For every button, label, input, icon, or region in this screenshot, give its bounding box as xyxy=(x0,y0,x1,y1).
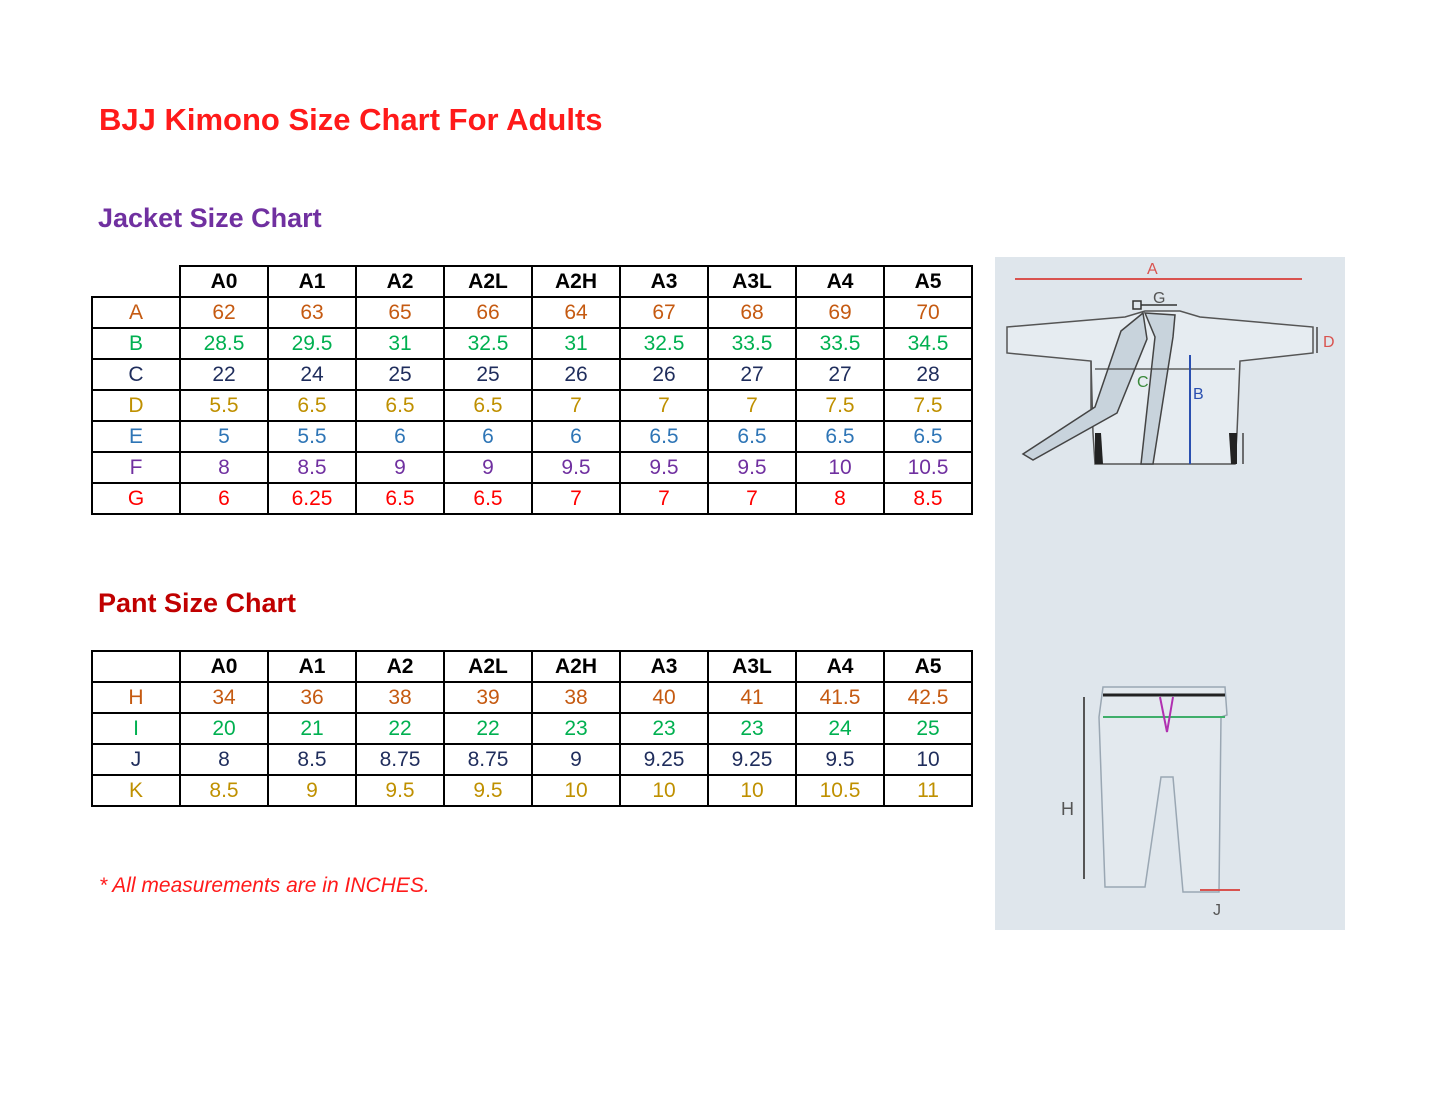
page-title: BJJ Kimono Size Chart For Adults xyxy=(99,102,603,137)
jacket-cell: 9 xyxy=(444,452,532,483)
pant-cell: 9 xyxy=(268,775,356,806)
jacket-label-b: B xyxy=(1193,386,1204,403)
pant-cell: 23 xyxy=(620,713,708,744)
jacket-cell: 34.5 xyxy=(884,328,972,359)
jacket-cell: 27 xyxy=(796,359,884,390)
pant-row-label: K xyxy=(92,775,180,806)
jacket-cell: 10.5 xyxy=(884,452,972,483)
pant-cell: 8.75 xyxy=(356,744,444,775)
jacket-cell: 28 xyxy=(884,359,972,390)
pant-cell: 24 xyxy=(796,713,884,744)
jacket-cell: 27 xyxy=(708,359,796,390)
jacket-cell: 31 xyxy=(356,328,444,359)
pant-cell: 40 xyxy=(620,682,708,713)
jacket-row-e xyxy=(92,421,972,452)
jacket-row-a xyxy=(92,297,972,328)
pant-cell: 22 xyxy=(444,713,532,744)
jacket-cell: 5 xyxy=(180,421,268,452)
jacket-row-g xyxy=(92,483,972,514)
jacket-corner-cell xyxy=(92,266,180,297)
jacket-col-a5: A5 xyxy=(884,266,972,297)
jacket-col-a3l: A3L xyxy=(708,266,796,297)
pant-col-a5: A5 xyxy=(884,651,972,682)
jacket-cell: 6.5 xyxy=(356,390,444,421)
jacket-cell: 25 xyxy=(444,359,532,390)
pant-col-a0: A0 xyxy=(180,651,268,682)
jacket-cell: 8.5 xyxy=(268,452,356,483)
jacket-cell: 68 xyxy=(708,297,796,328)
pant-cell: 10 xyxy=(532,775,620,806)
pant-row-label: I xyxy=(92,713,180,744)
pant-cell: 9 xyxy=(532,744,620,775)
pant-cell: 34 xyxy=(180,682,268,713)
jacket-row-c xyxy=(92,359,972,390)
jacket-cell: 7 xyxy=(620,390,708,421)
jacket-cell: 7 xyxy=(532,390,620,421)
jacket-cell: 6 xyxy=(356,421,444,452)
pant-label-h: H xyxy=(1061,799,1074,819)
pant-cell: 23 xyxy=(708,713,796,744)
jacket-cell: 8.5 xyxy=(884,483,972,514)
pant-cell: 10 xyxy=(620,775,708,806)
pant-row-label: J xyxy=(92,744,180,775)
pant-size-table xyxy=(91,650,973,807)
pant-cell: 39 xyxy=(444,682,532,713)
jacket-size-chart-title: Jacket Size Chart xyxy=(98,203,322,233)
jacket-cell: 22 xyxy=(180,359,268,390)
measurement-note: * All measurements are in INCHES. xyxy=(99,874,430,897)
pant-col-a1: A1 xyxy=(268,651,356,682)
pant-cell: 42.5 xyxy=(884,682,972,713)
jacket-col-a0: A0 xyxy=(180,266,268,297)
jacket-cell: 9.5 xyxy=(532,452,620,483)
pant-header-row xyxy=(92,651,972,682)
jacket-cell: 64 xyxy=(532,297,620,328)
jacket-row-label: D xyxy=(92,390,180,421)
pant-table-body xyxy=(92,682,972,806)
pant-cell: 36 xyxy=(268,682,356,713)
pant-table-header xyxy=(92,651,972,682)
jacket-col-a3: A3 xyxy=(620,266,708,297)
pant-cell: 8.5 xyxy=(268,744,356,775)
pant-cell: 9.5 xyxy=(356,775,444,806)
jacket-label-c: C xyxy=(1137,374,1149,391)
pant-cell: 11 xyxy=(884,775,972,806)
jacket-cell: 6.5 xyxy=(796,421,884,452)
jacket-row-label: C xyxy=(92,359,180,390)
jacket-col-a2: A2 xyxy=(356,266,444,297)
pant-cell: 10.5 xyxy=(796,775,884,806)
jacket-cell: 8 xyxy=(180,452,268,483)
jacket-cell: 33.5 xyxy=(708,328,796,359)
jacket-cell: 6.5 xyxy=(356,483,444,514)
jacket-label-d: D xyxy=(1323,334,1335,351)
jacket-cell: 69 xyxy=(796,297,884,328)
jacket-cell: 7 xyxy=(620,483,708,514)
pant-label-j: J xyxy=(1213,902,1221,919)
pant-cell: 9.25 xyxy=(708,744,796,775)
jacket-cell: 7 xyxy=(708,390,796,421)
jacket-cell: 6 xyxy=(180,483,268,514)
pant-cell: 10 xyxy=(884,744,972,775)
jacket-table-header xyxy=(92,266,972,297)
jacket-cell: 7.5 xyxy=(884,390,972,421)
jacket-cell: 65 xyxy=(356,297,444,328)
pant-row-k xyxy=(92,775,972,806)
jacket-cell: 7.5 xyxy=(796,390,884,421)
pant-cell: 38 xyxy=(532,682,620,713)
jacket-row-b xyxy=(92,328,972,359)
pant-row-h xyxy=(92,682,972,713)
jacket-row-label: A xyxy=(92,297,180,328)
jacket-cell: 8 xyxy=(796,483,884,514)
jacket-size-table xyxy=(91,265,973,515)
pant-cell: 9.25 xyxy=(620,744,708,775)
pant-cell: 9.5 xyxy=(796,744,884,775)
jacket-cell: 28.5 xyxy=(180,328,268,359)
jacket-cell: 67 xyxy=(620,297,708,328)
jacket-cell: 31 xyxy=(532,328,620,359)
jacket-cell: 26 xyxy=(620,359,708,390)
jacket-label-a: A xyxy=(1147,261,1158,278)
pant-cell: 23 xyxy=(532,713,620,744)
jacket-row-label: G xyxy=(92,483,180,514)
pant-col-a3l: A3L xyxy=(708,651,796,682)
jacket-col-a1: A1 xyxy=(268,266,356,297)
pant-cell: 22 xyxy=(356,713,444,744)
jacket-row-f xyxy=(92,452,972,483)
pant-cell: 9.5 xyxy=(444,775,532,806)
jacket-cell: 26 xyxy=(532,359,620,390)
pant-corner-cell xyxy=(92,651,180,682)
jacket-cell: 6.5 xyxy=(708,421,796,452)
jacket-col-a2h: A2H xyxy=(532,266,620,297)
pant-cell: 20 xyxy=(180,713,268,744)
jacket-cell: 24 xyxy=(268,359,356,390)
jacket-cell: 6.5 xyxy=(620,421,708,452)
kimono-diagram xyxy=(995,257,1345,930)
jacket-cell: 32.5 xyxy=(620,328,708,359)
pant-col-a2l: A2L xyxy=(444,651,532,682)
jacket-table-body xyxy=(92,297,972,514)
jacket-row-label: B xyxy=(92,328,180,359)
jacket-cell: 9.5 xyxy=(708,452,796,483)
jacket-cell: 6 xyxy=(444,421,532,452)
jacket-cell: 7 xyxy=(708,483,796,514)
pant-cell: 41 xyxy=(708,682,796,713)
jacket-row-label: F xyxy=(92,452,180,483)
jacket-cell: 63 xyxy=(268,297,356,328)
jacket-cell: 6.5 xyxy=(444,483,532,514)
jacket-cell: 5.5 xyxy=(180,390,268,421)
jacket-cell: 9.5 xyxy=(620,452,708,483)
jacket-cell: 6.5 xyxy=(444,390,532,421)
jacket-cell: 5.5 xyxy=(268,421,356,452)
jacket-col-a4: A4 xyxy=(796,266,884,297)
pant-cell: 10 xyxy=(708,775,796,806)
jacket-cell: 6.5 xyxy=(268,390,356,421)
jacket-header-row xyxy=(92,266,972,297)
pant-col-a4: A4 xyxy=(796,651,884,682)
collar-marker xyxy=(1133,301,1141,309)
pant-row-i xyxy=(92,713,972,744)
jacket-cell: 70 xyxy=(884,297,972,328)
pant-row-j xyxy=(92,744,972,775)
jacket-cell: 6 xyxy=(532,421,620,452)
pant-cell: 38 xyxy=(356,682,444,713)
pant-row-label: H xyxy=(92,682,180,713)
pant-cell: 21 xyxy=(268,713,356,744)
pant-cell: 8.5 xyxy=(180,775,268,806)
jacket-cell: 66 xyxy=(444,297,532,328)
pant-col-a2: A2 xyxy=(356,651,444,682)
jacket-cell: 10 xyxy=(796,452,884,483)
pant-cell: 8.75 xyxy=(444,744,532,775)
jacket-cell: 9 xyxy=(356,452,444,483)
kimono-diagram-svg xyxy=(995,257,1345,930)
pant-cell: 25 xyxy=(884,713,972,744)
jacket-cell: 62 xyxy=(180,297,268,328)
pant-cell: 41.5 xyxy=(796,682,884,713)
pant-cell: 8 xyxy=(180,744,268,775)
jacket-cell: 25 xyxy=(356,359,444,390)
jacket-cell: 33.5 xyxy=(796,328,884,359)
jacket-cell: 29.5 xyxy=(268,328,356,359)
jacket-cell: 7 xyxy=(532,483,620,514)
jacket-row-d xyxy=(92,390,972,421)
pant-col-a2h: A2H xyxy=(532,651,620,682)
pant-size-chart-title: Pant Size Chart xyxy=(98,588,297,618)
jacket-col-a2l: A2L xyxy=(444,266,532,297)
jacket-row-label: E xyxy=(92,421,180,452)
pant-col-a3: A3 xyxy=(620,651,708,682)
jacket-cell: 32.5 xyxy=(444,328,532,359)
jacket-cell: 6.5 xyxy=(884,421,972,452)
jacket-label-g: G xyxy=(1153,290,1166,307)
jacket-cell: 6.25 xyxy=(268,483,356,514)
